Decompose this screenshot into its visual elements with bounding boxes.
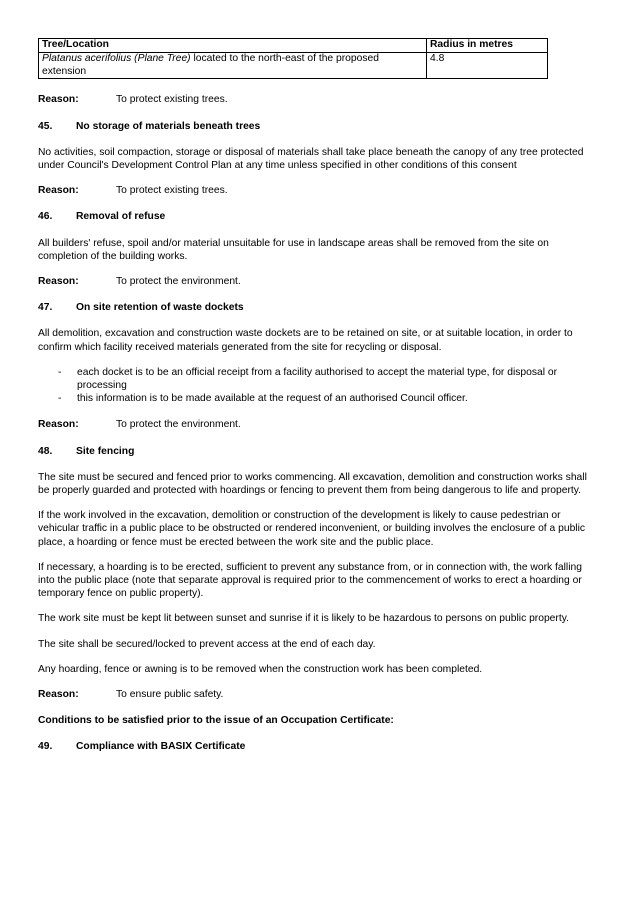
table-cell-tree-location xyxy=(39,52,427,79)
section-title: Site fencing xyxy=(76,445,135,457)
table-row xyxy=(39,52,548,79)
reason-text: To ensure public safety. xyxy=(116,689,224,701)
section-heading-47 xyxy=(38,301,600,314)
paragraph: The site must be secured and fenced prior to works commencing. All excavation, demolition and construction works shall be properly guarded and protected with hoardings or fencing to prevent them from being dangerous to life and property. xyxy=(38,471,587,497)
reason-text: To protect the environment. xyxy=(116,276,241,288)
section-heading-48 xyxy=(38,445,600,458)
reason-label: Reason: xyxy=(38,419,79,431)
list-item xyxy=(38,392,600,405)
reason-label: Reason: xyxy=(38,185,79,197)
reason-text: To protect existing trees. xyxy=(116,185,228,197)
list-item-text: each docket is to be an official receipt from a facility authorised to accept the material type, for disposal or processing xyxy=(77,366,558,392)
section-title: No storage of materials beneath trees xyxy=(76,120,261,132)
reason-text: To protect existing trees. xyxy=(116,94,228,106)
reason-text: To protect the environment. xyxy=(116,419,241,431)
list-item-text: this information is to be made available at the request of an authorised Council officer. xyxy=(77,393,468,405)
occupation-certificate-heading: Conditions to be satisfied prior to the issue of an Occupation Certificate: xyxy=(38,715,394,727)
section-number: 45. xyxy=(38,120,53,132)
section-number: 48. xyxy=(38,445,53,457)
section-title: Removal of refuse xyxy=(76,211,166,223)
section-heading-49 xyxy=(38,740,600,753)
section-number: 49. xyxy=(38,741,53,753)
table-header-row xyxy=(39,39,548,53)
paragraph: All demolition, excavation and construction waste dockets are to be retained on site, or at suitable location, in order to confirm which facility received materials generated from the site for recycling or disposal. xyxy=(38,328,573,353)
dash-bullet: - xyxy=(58,393,62,405)
paragraph: If necessary, a hoarding is to be erected, sufficient to prevent any substance from, or in connection with, the work falling into the public place (note that separate approval is required prior to the commencement of works to erect a hoarding or temporary fence on public property). xyxy=(38,561,582,600)
section-title: Compliance with BASIX Certificate xyxy=(76,741,246,753)
reason-line xyxy=(38,93,600,106)
reason-line xyxy=(38,688,600,701)
section-title: On site retention of waste dockets xyxy=(76,302,244,314)
section-number: 46. xyxy=(38,211,53,223)
paragraph: No activities, soil compaction, storage or disposal of materials shall take place beneath the canopy of any tree protected under Council's Development Control Plan at any time unless specified in other conditions of this consent xyxy=(38,146,584,171)
bullet-list xyxy=(38,366,600,406)
table-cell-radius: 4.8 xyxy=(427,52,548,79)
section-heading-45 xyxy=(38,120,600,133)
section-number: 47. xyxy=(38,302,53,314)
reason-label: Reason: xyxy=(38,689,79,701)
paragraph: The work site must be kept lit between sunset and sunrise if it is likely to be hazardous to persons on public property. xyxy=(38,613,569,625)
table-header-radius: Radius in metres xyxy=(427,39,548,53)
paragraph: Any hoarding, fence or awning is to be removed when the construction work has been completed. xyxy=(38,663,483,675)
reason-line xyxy=(38,275,600,288)
reason-label: Reason: xyxy=(38,276,79,288)
tree-location: located to the north-east of the proposed extension xyxy=(42,52,379,77)
dash-bullet: - xyxy=(58,366,62,378)
paragraph: The site shall be secured/locked to prevent access at the end of each day. xyxy=(38,638,376,650)
list-item xyxy=(38,366,600,392)
tree-species: Platanus acerifolius (Plane Tree) xyxy=(42,52,191,64)
reason-line xyxy=(38,418,600,431)
tree-radius-table xyxy=(38,38,548,79)
section-heading-46 xyxy=(38,210,600,223)
paragraph: If the work involved in the excavation, demolition or construction of the development is likely to cause pedestrian or vehicular traffic in a public place to be obstructed or rendered inconvenient, or building involves the enclosure of a public place, a hoarding or fence must be erected between the work site and the public place. xyxy=(38,510,586,548)
reason-label: Reason: xyxy=(38,94,79,106)
reason-line xyxy=(38,184,600,197)
table-header-tree-location: Tree/Location xyxy=(39,39,427,53)
paragraph: All builders' refuse, spoil and/or material unsuitable for use in landscape areas shall be removed from the site on completion of the building works. xyxy=(38,237,549,262)
